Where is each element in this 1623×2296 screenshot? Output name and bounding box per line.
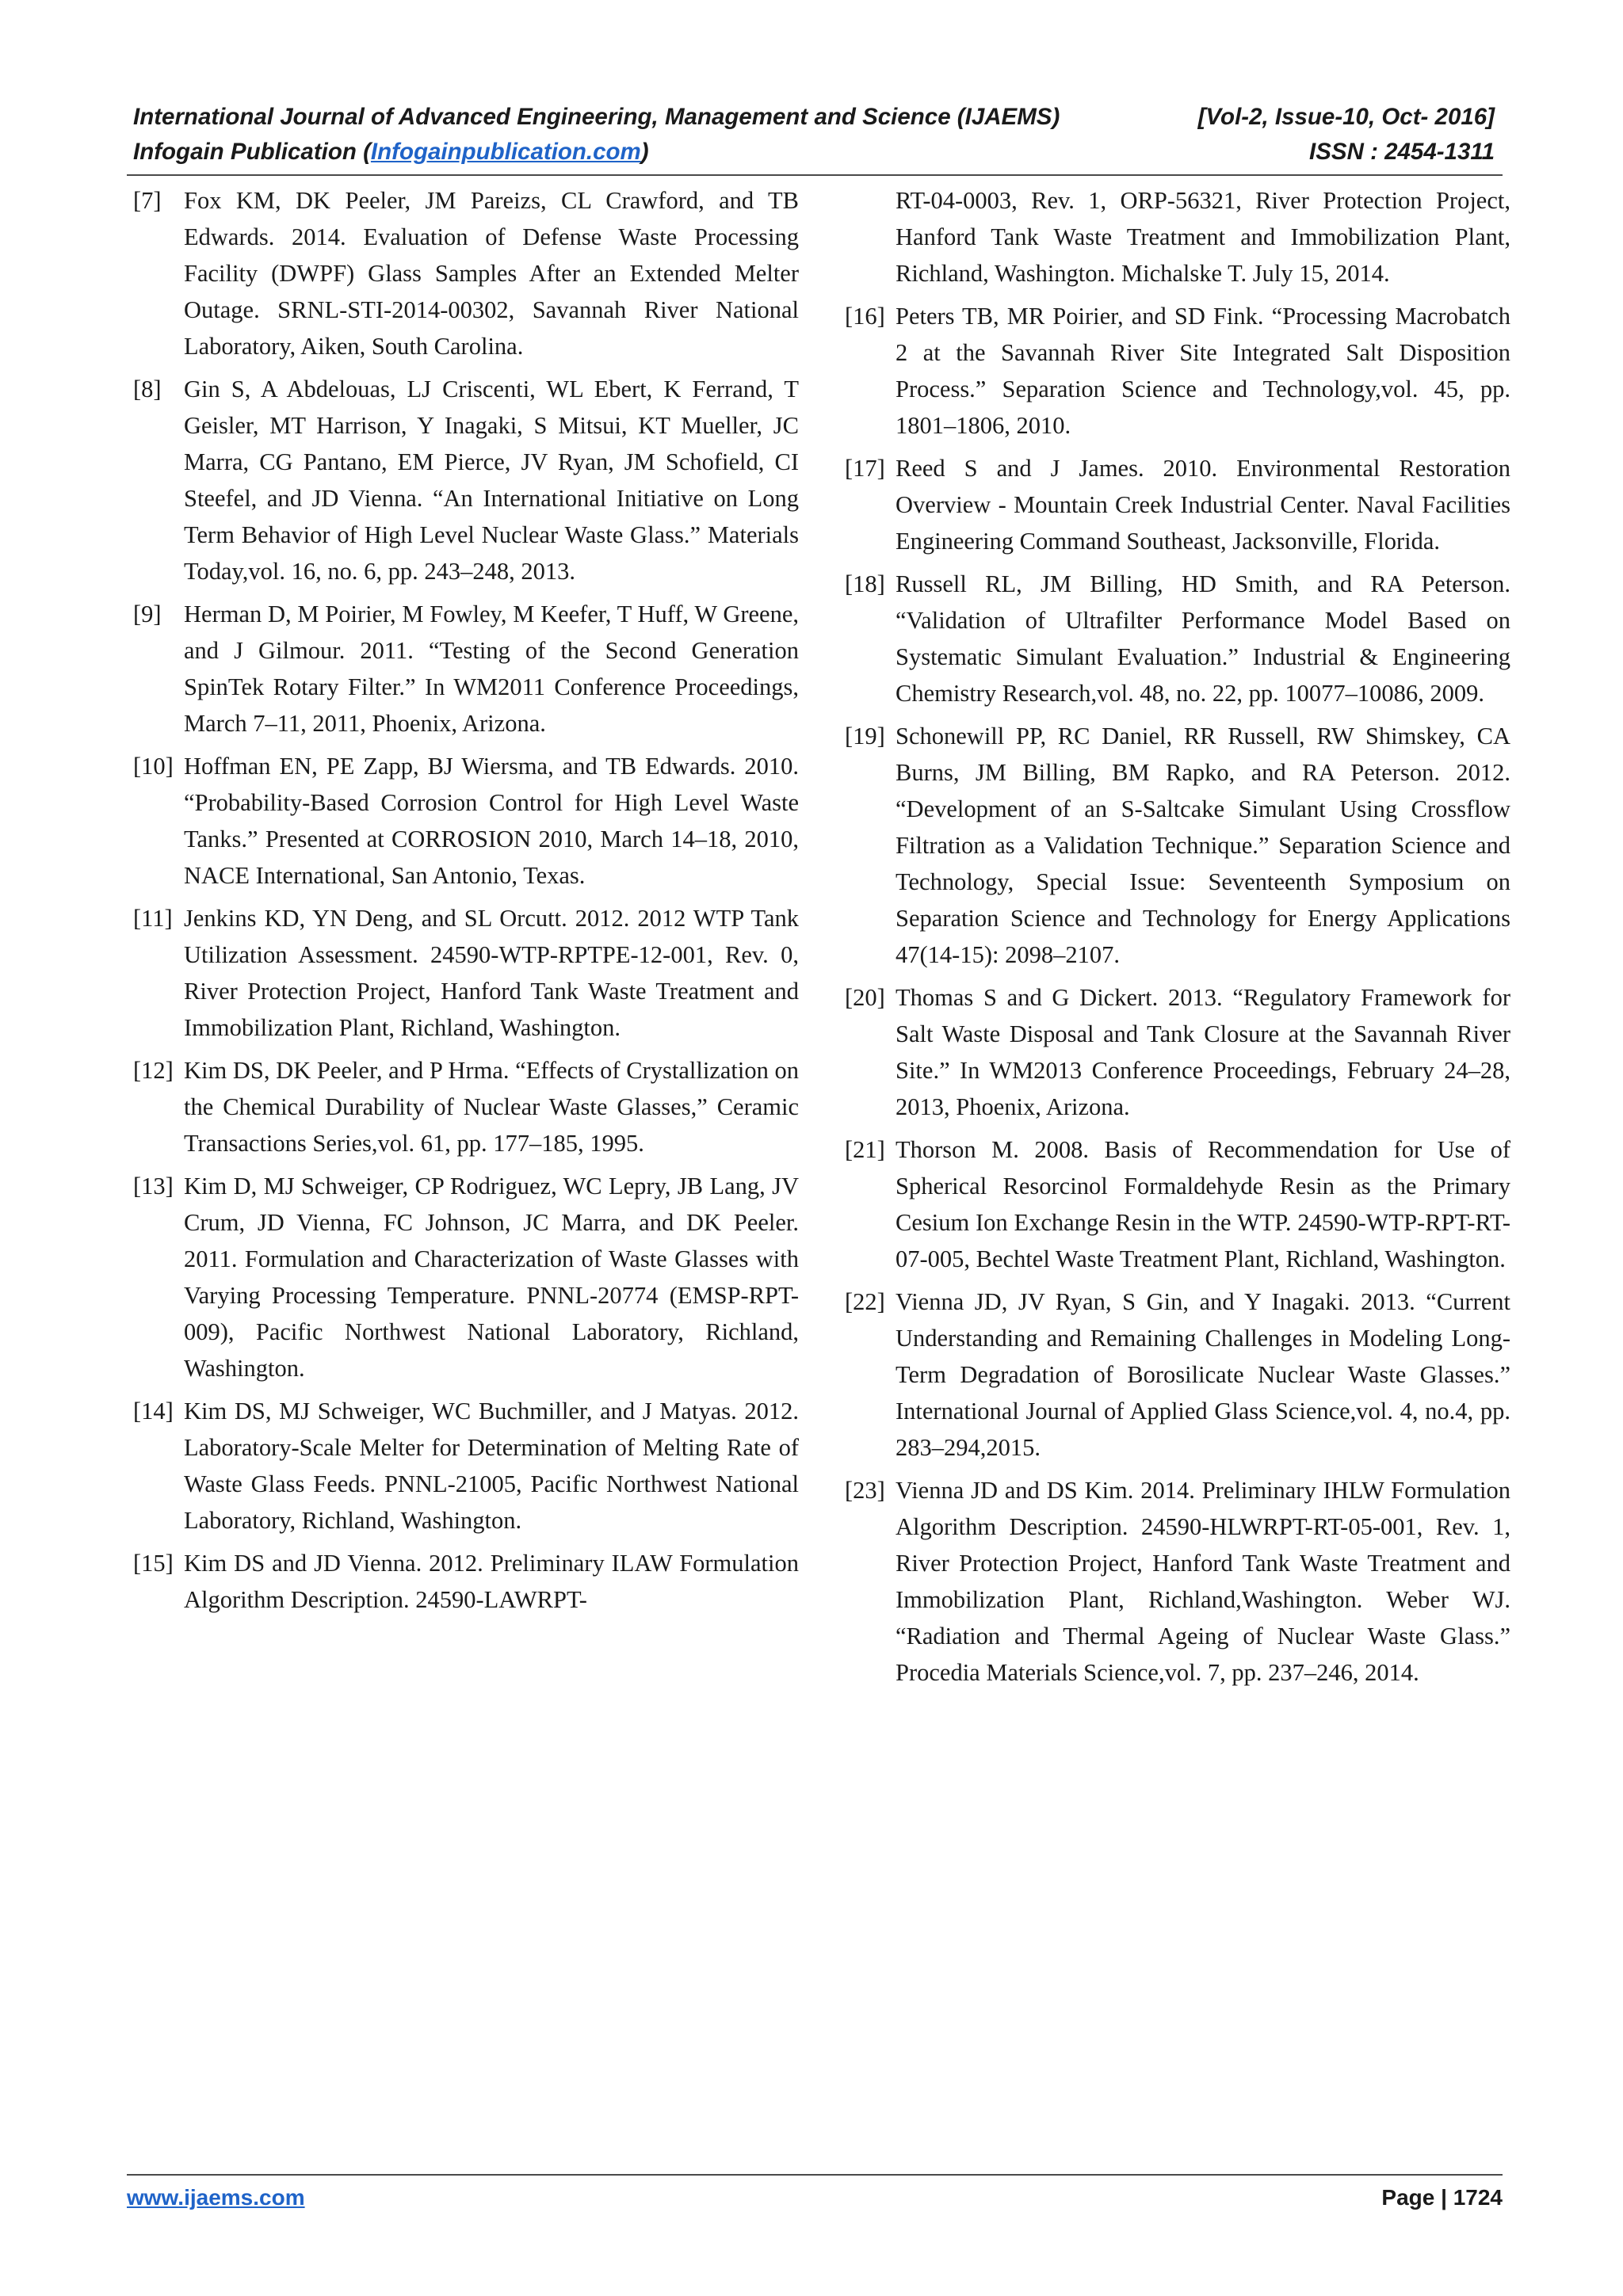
page-footer	[127, 2182, 1503, 2214]
reference-number: [7]	[133, 187, 162, 214]
reference-text: Hoffman EN, PE Zapp, BJ Wiersma, and TB Edwards. 2010. “Probability-Based Corrosion Control for High Level Waste Tanks.” Presented at CORROSION 2010, March 14–18, 2010, NACE International, San Antonio, Texas.	[184, 753, 799, 889]
reference-text: Vienna JD and DS Kim. 2014. Preliminary IHLW Formulation Algorithm Description. 24590-HLWRPT-RT-05-001, Rev. 1, River Protection Project, Hanford Tank Waste Treatment and Immobilization Plant, Richland,Washington. Weber WJ. “Radiation and Thermal Ageing of Nuclear Waste Glass.” Procedia Materials Science,vol. 7, pp. 237–246, 2014.	[896, 1477, 1510, 1686]
reference-text: Jenkins KD, YN Deng, and SL Orcutt. 2012. 2012 WTP Tank Utilization Assessment. 24590-WTP-RPTPE-12-001, Rev. 0, River Protection Project, Hanford Tank Waste Treatment and Immobilization Plant, Richland, Washington.	[184, 905, 799, 1041]
reference-number: [20]	[845, 984, 885, 1011]
reference-number: [23]	[845, 1477, 885, 1504]
reference-text: Schonewill PP, RC Daniel, RR Russell, RW Shimskey, CA Burns, JM Billing, BM Rapko, and RA Peterson. 2012. “Development of an S-Saltcake Simulant Using Crossflow Filtration as a Validation Technique.” Separation Science and Technology, Special Issue: Seventeenth Symposium on Separation Science and Technology for Energy Applications 47(14-15): 2098–2107.	[896, 723, 1510, 968]
reference-number: [14]	[133, 1398, 174, 1425]
reference-number: [17]	[845, 455, 885, 482]
reference-item	[845, 450, 1510, 559]
reference-number: [18]	[845, 570, 885, 597]
right-column	[845, 182, 1510, 1697]
reference-item	[133, 596, 799, 742]
header-row-journal	[133, 100, 1495, 135]
reference-item	[845, 1131, 1510, 1277]
reference-number: [11]	[133, 905, 173, 932]
publisher-line	[133, 135, 649, 170]
page-number: Page | 1724	[1381, 2185, 1503, 2210]
reference-number: [9]	[133, 601, 162, 627]
volume-issue: [Vol-2, Issue-10, Oct- 2016]	[1197, 104, 1495, 130]
reference-item	[133, 182, 799, 364]
publisher-suffix: )	[640, 139, 649, 165]
reference-text: Reed S and J James. 2010. Environmental Restoration Overview - Mountain Creek Industrial Center. Naval Facilities Engineering Command Southeast, Jacksonville, Florida.	[896, 455, 1510, 555]
reference-number: [19]	[845, 723, 885, 749]
reference-number: [8]	[133, 376, 162, 402]
reference-item	[133, 371, 799, 589]
reference-item	[845, 566, 1510, 711]
reference-number: [10]	[133, 753, 174, 780]
publisher-link[interactable]: Infogainpublication.com	[370, 139, 641, 165]
reference-number: [12]	[133, 1057, 174, 1084]
reference-item	[845, 718, 1510, 973]
reference-text: Russell RL, JM Billing, HD Smith, and RA Peterson. “Validation of Ultrafilter Performance Model Based on Systematic Simulant Evaluation.” Industrial & Engineering Chemistry Research,vol. 48, no. 22, pp. 10077–10086, 2009.	[896, 570, 1510, 707]
header-row-publisher	[133, 135, 1495, 170]
reference-text: Peters TB, MR Poirier, and SD Fink. “Processing Macrobatch 2 at the Savannah River Site Integrated Salt Disposition Process.” Separation Science and Technology,vol. 45, pp. 1801–1806, 2010.	[896, 303, 1510, 439]
left-column	[133, 182, 799, 1624]
reference-item	[133, 900, 799, 1046]
reference-number: [22]	[845, 1288, 885, 1315]
reference-text: Fox KM, DK Peeler, JM Pareizs, CL Crawford, and TB Edwards. 2014. Evaluation of Defense Waste Processing Facility (DWPF) Glass Samples After an Extended Melter Outage. SRNL-STI-2014-00302, Savannah River National Laboratory, Aiken, South Carolina.	[184, 187, 799, 360]
reference-text: Herman D, M Poirier, M Fowley, M Keefer, T Huff, W Greene, and J Gilmour. 2011. “Testing of the Second Generation SpinTek Rotary Filter.” In WM2011 Conference Proceedings, March 7–11, 2011, Phoenix, Arizona.	[184, 601, 799, 737]
reference-item	[133, 1545, 799, 1618]
reference-item	[845, 298, 1510, 444]
reference-number: [15]	[133, 1550, 174, 1577]
reference-item	[133, 1168, 799, 1386]
reference-text: Thomas S and G Dickert. 2013. “Regulatory Framework for Salt Waste Disposal and Tank Closure at the Savannah River Site.” In WM2013 Conference Proceedings, February 24–28, 2013, Phoenix, Arizona.	[896, 984, 1510, 1120]
page-header	[133, 100, 1495, 170]
reference-item	[845, 1283, 1510, 1466]
reference-continuation: RT-04-0003, Rev. 1, ORP-56321, River Protection Project, Hanford Tank Waste Treatment and Immobilization Plant, Richland, Washington. Michalske T. July 15, 2014.	[896, 187, 1510, 287]
reference-number: [16]	[845, 303, 885, 330]
publisher-prefix: Infogain Publication (	[133, 139, 371, 165]
reference-text: Gin S, A Abdelouas, LJ Criscenti, WL Ebert, K Ferrand, T Geisler, MT Harrison, Y Inagaki, S Mitsui, KT Mueller, JC Marra, CG Pantano, EM Pierce, JV Ryan, JM Schofield, CI Steefel, and JD Vienna. “An International Initiative on Long Term Behavior of High Level Nuclear Waste Glass.” Materials Today,vol. 16, no. 6, pp. 243–248, 2013.	[184, 376, 799, 585]
reference-text: Kim DS, MJ Schweiger, WC Buchmiller, and J Matyas. 2012. Laboratory-Scale Melter for Determination of Melting Rate of Waste Glass Feeds. PNNL-21005, Pacific Northwest National Laboratory, Richland, Washington.	[184, 1398, 799, 1534]
website-link[interactable]: www.ijaems.com	[127, 2185, 305, 2210]
reference-text: Kim DS, DK Peeler, and P Hrma. “Effects of Crystallization on the Chemical Durability of Nuclear Waste Glasses,” Ceramic Transactions Series,vol. 61, pp. 177–185, 1995.	[184, 1057, 799, 1157]
reference-text: Vienna JD, JV Ryan, S Gin, and Y Inagaki. 2013. “Current Understanding and Remaining Challenges in Modeling Long-Term Degradation of Borosilicate Nuclear Waste Glasses.” International Journal of Applied Glass Science,vol. 4, no.4, pp. 283–294,2015.	[896, 1288, 1510, 1461]
reference-item	[133, 748, 799, 894]
reference-number: [13]	[133, 1173, 174, 1199]
reference-item	[133, 1393, 799, 1539]
reference-item	[845, 1472, 1510, 1691]
reference-item	[845, 979, 1510, 1125]
reference-text: Kim D, MJ Schweiger, CP Rodriguez, WC Lepry, JB Lang, JV Crum, JD Vienna, FC Johnson, JC Marra, and DK Peeler. 2011. Formulation and Characterization of Waste Glasses with Varying Processing Temperature. PNNL-20774 (EMSP-RPT-009), Pacific Northwest National Laboratory, Richland, Washington.	[184, 1173, 799, 1382]
footer-divider	[127, 2174, 1503, 2176]
reference-text: Kim DS and JD Vienna. 2012. Preliminary ILAW Formulation Algorithm Description. 24590-LAWRPT-	[184, 1550, 799, 1613]
reference-item	[133, 1052, 799, 1161]
reference-number: [21]	[845, 1136, 885, 1163]
issn: ISSN : 2454-1311	[1309, 139, 1495, 165]
journal-title: International Journal of Advanced Engineering, Management and Science (IJAEMS)	[133, 104, 1060, 130]
header-divider	[127, 174, 1503, 176]
reference-text: Thorson M. 2008. Basis of Recommendation for Use of Spherical Resorcinol Formaldehyde Resin as the Primary Cesium Ion Exchange Resin in the WTP. 24590-WTP-RPT-RT-07-005, Bechtel Waste Treatment Plant, Richland, Washington.	[896, 1136, 1510, 1272]
